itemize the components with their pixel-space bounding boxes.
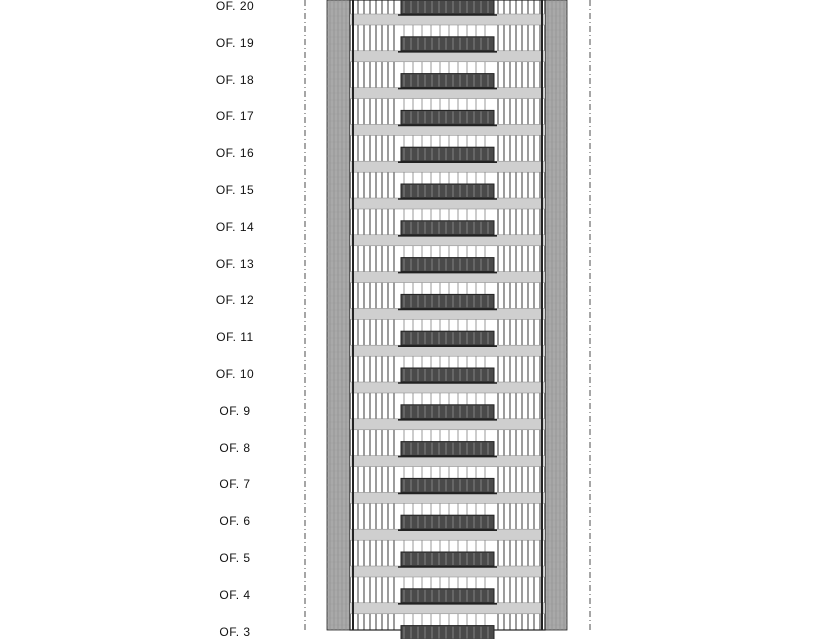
floor-label: OF. 13 bbox=[215, 256, 255, 271]
balcony-railing bbox=[401, 331, 494, 345]
floor-label: OF. 6 bbox=[219, 514, 251, 529]
floor-label: OF. 19 bbox=[215, 35, 255, 50]
balcony-railing bbox=[401, 74, 494, 88]
floor-label: OF. 4 bbox=[219, 587, 251, 602]
floor-label: OF. 3 bbox=[219, 624, 251, 639]
balcony-railing bbox=[401, 515, 494, 529]
balcony-railing bbox=[401, 552, 494, 566]
balcony-railing bbox=[401, 589, 494, 603]
structural-column-left bbox=[327, 0, 350, 630]
balcony-railing bbox=[401, 405, 494, 419]
balcony-railing bbox=[401, 442, 494, 456]
balcony-railing bbox=[401, 626, 494, 639]
balcony-railing bbox=[401, 147, 494, 161]
floor-label: OF. 15 bbox=[215, 183, 255, 197]
balcony-railing bbox=[401, 37, 494, 51]
balcony-railing bbox=[401, 258, 494, 272]
floor-label: OF. 8 bbox=[219, 440, 251, 455]
balcony-railing bbox=[401, 478, 494, 492]
floor-label: OF. 10 bbox=[215, 367, 255, 381]
floor-label: OF. 5 bbox=[219, 551, 251, 565]
floor-label: OF. 18 bbox=[215, 72, 255, 87]
balcony-railing bbox=[401, 294, 494, 308]
balcony-railing bbox=[401, 110, 494, 124]
balcony-railing bbox=[401, 221, 494, 235]
floor-label: OF. 14 bbox=[215, 219, 255, 234]
balcony-railing bbox=[401, 0, 494, 14]
floor-label: OF. 12 bbox=[215, 293, 255, 308]
balcony-railing bbox=[401, 184, 494, 198]
balcony-railing bbox=[401, 368, 494, 382]
floor-label: OF. 17 bbox=[215, 109, 255, 124]
floor-label: OF. 9 bbox=[219, 403, 251, 418]
floor-label: OF. 20 bbox=[215, 0, 255, 13]
floor-label: OF. 7 bbox=[219, 477, 251, 492]
floor-label: OF. 11 bbox=[216, 330, 254, 345]
floor-label: OF. 16 bbox=[215, 146, 255, 161]
